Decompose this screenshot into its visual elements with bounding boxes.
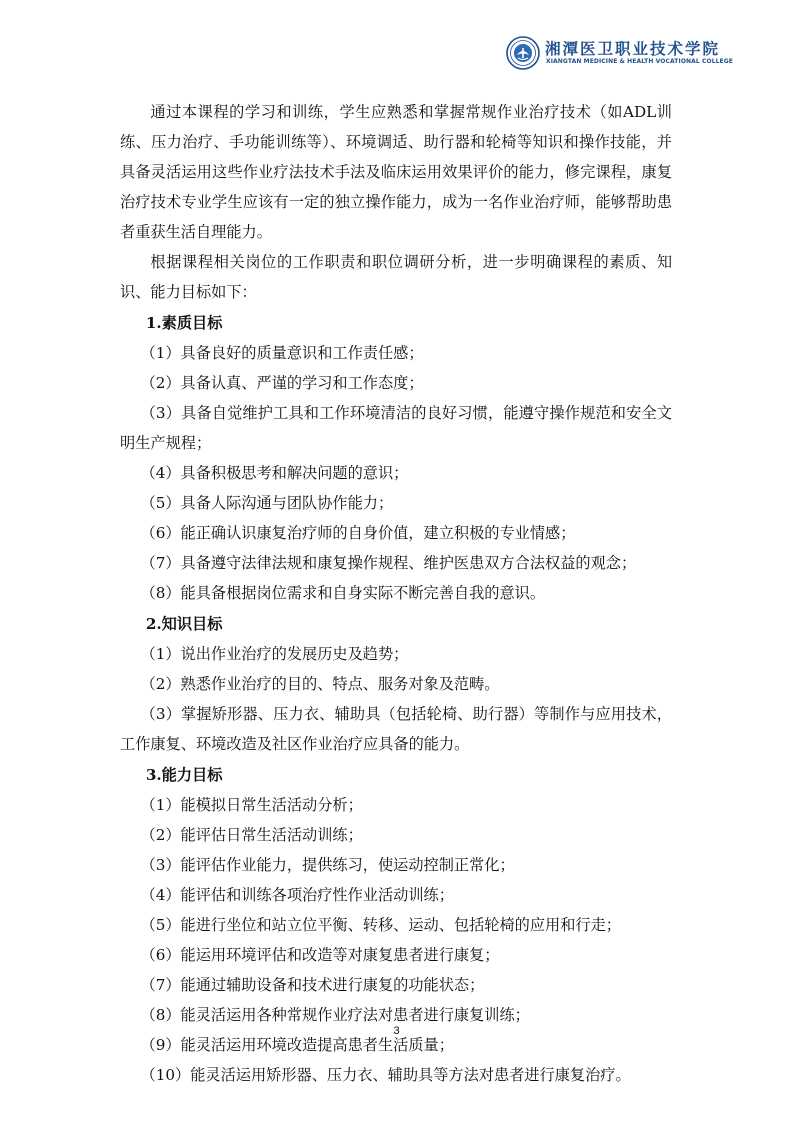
college-seal-icon xyxy=(506,36,540,70)
list-item: （1）说出作业治疗的发展历史及趋势； xyxy=(140,645,409,663)
college-name-en: XIANGTAN MEDICINE & HEALTH VOCATIONAL COLLEGE xyxy=(546,58,733,65)
section-heading-ability: 3.能力目标 xyxy=(145,766,223,784)
intro-paragraph: 根据课程相关岗位的工作职责和职位调研分析，进一步明确课程的素质、知识、能力目标如下： xyxy=(120,253,672,301)
college-name-cn: 湘潭医卫职业技术学院 xyxy=(545,39,721,58)
list-item: （1）具备良好的质量意识和工作责任感； xyxy=(140,344,424,362)
list-item: （3）掌握矫形器、压力衣、辅助具（包括轮椅、助行器）等制作与应用技术，工作康复、环境改造及社区作业治疗应具备的能力。 xyxy=(120,705,672,753)
page-number: 3 xyxy=(393,1025,400,1037)
list-item: （5）能进行坐位和站立位平衡、转移、运动、包括轮椅的应用和行走； xyxy=(140,916,621,934)
intro-paragraph: 通过本课程的学习和训练，学生应熟悉和掌握常规作业治疗技术（如ADL训练、压力治疗、手功能训练等）、环境调适、助行器和轮椅等知识和操作技能，并具备灵活运用这些作业疗法技术手法及临床运用效果评价的能力，修完课程，康复治疗技术专业学生应该有一定的独立操作能力，成为一名作业治疗师，能够帮助患者重获生活自理能力。 xyxy=(120,103,672,241)
list-item: （2）能评估日常生活活动训练； xyxy=(140,826,363,844)
list-item: （8）能具备根据岗位需求和自身实际不断完善自我的意识。 xyxy=(140,584,546,602)
list-item: （7）具备遵守法律法规和康复操作规程、维护医患双方合法权益的观念； xyxy=(140,554,637,572)
list-item: （9）能灵活运用环境改造提高患者生活质量； xyxy=(140,1036,454,1054)
list-item: （4）能评估和训练各项治疗性作业活动训练； xyxy=(140,886,454,904)
list-item: （8）能灵活运用各种常规作业疗法对患者进行康复训练； xyxy=(140,1006,530,1024)
section-heading-knowledge: 2.知识目标 xyxy=(145,615,223,633)
section-heading-quality: 1.素质目标 xyxy=(145,314,223,332)
list-item: （4）具备积极思考和解决问题的意识； xyxy=(140,464,409,482)
list-item: （2）熟悉作业治疗的目的、特点、服务对象及范畴。 xyxy=(140,675,500,693)
list-item: （3）具备自觉维护工具和工作环境清洁的良好习惯，能遵守操作规范和安全文明生产规程； xyxy=(120,404,672,452)
list-item: （2）具备认真、严谨的学习和工作态度； xyxy=(140,374,424,392)
list-item: （6）能正确认识康复治疗师的自身价值，建立积极的专业情感； xyxy=(140,524,576,542)
list-item: （5）具备人际沟通与团队协作能力； xyxy=(140,494,394,512)
document-body xyxy=(120,97,672,1090)
list-item: （3）能评估作业能力，提供练习，使运动控制正常化； xyxy=(140,856,515,874)
list-item: （6）能运用环境评估和改造等对康复患者进行康复； xyxy=(140,946,500,964)
list-item: （7）能通过辅助设备和技术进行康复的功能状态； xyxy=(140,976,485,994)
list-item: （1）能模拟日常生活活动分析； xyxy=(140,796,363,814)
college-logo xyxy=(506,36,776,70)
list-item: （10）能灵活运用矫形器、压力衣、辅助具等方法对患者进行康复治疗。 xyxy=(140,1066,631,1084)
